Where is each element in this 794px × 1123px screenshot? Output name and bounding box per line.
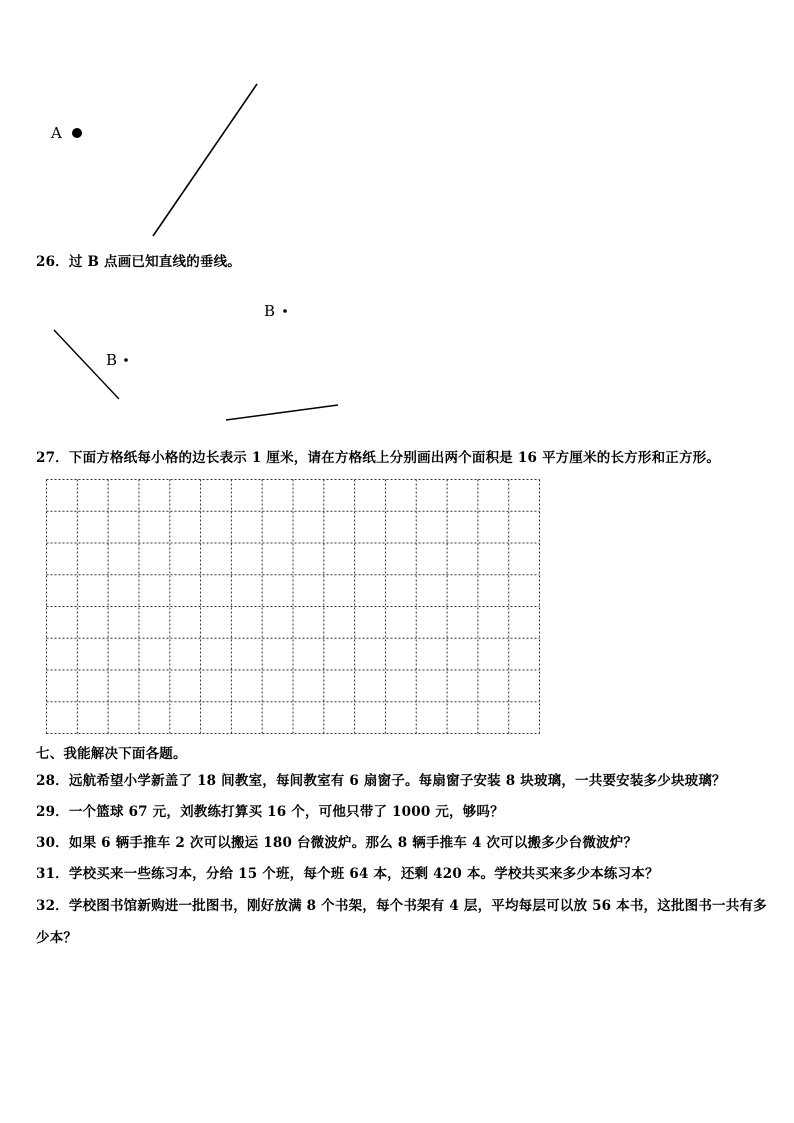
question-30: 30．如果 6 辆手推车 2 次可以搬运 180 台微波炉。那么 8 辆手推车 4 次可以搬多少台微波炉？ [36, 835, 638, 851]
question-26: 26．过 B 点画已知直线的垂线。 [36, 254, 241, 270]
question-32-line-1: 32．学校图书馆新购进一批图书，刚好放满 8 个书架，每个书架有 4 层，平均每层可以放 56 本书，这批图书一共有多 [36, 898, 767, 914]
question-27: 27．下面方格纸每小格的边长表示 1 厘米，请在方格纸上分别画出两个面积是 16 平方厘米的长方形和正方形。 [36, 450, 721, 466]
q26-point-b-upper-label: B [264, 302, 276, 320]
q26-point-b-lower-dot [124, 358, 128, 362]
q26-point-b-lower-label: B [106, 351, 118, 369]
geometry-figures [0, 0, 794, 440]
point-a-label: A [51, 124, 62, 142]
top-slanted-line [153, 84, 257, 236]
question-31: 31．学校买来一些练习本，分给 15 个班，每个班 64 本，还剩 420 本。学校共买来多少本练习本？ [36, 866, 659, 882]
q26-line-bottom [226, 405, 338, 420]
question-29: 29．一个篮球 67 元，刘教练打算买 16 个，可他只带了 1000 元，够吗？ [36, 804, 504, 820]
square-grid-paper[interactable] [46, 479, 540, 734]
question-28: 28．远航希望小学新盖了 18 间教室，每间教室有 6 扇窗子。每扇窗子安装 8 块玻璃，一共要安装多少块玻璃？ [36, 773, 726, 789]
q26-point-b-upper-dot [283, 309, 287, 313]
question-32-line-2: 少本？ [36, 930, 78, 946]
section-7-heading: 七、我能解决下面各题。 [36, 746, 187, 762]
point-a-dot [72, 128, 82, 138]
